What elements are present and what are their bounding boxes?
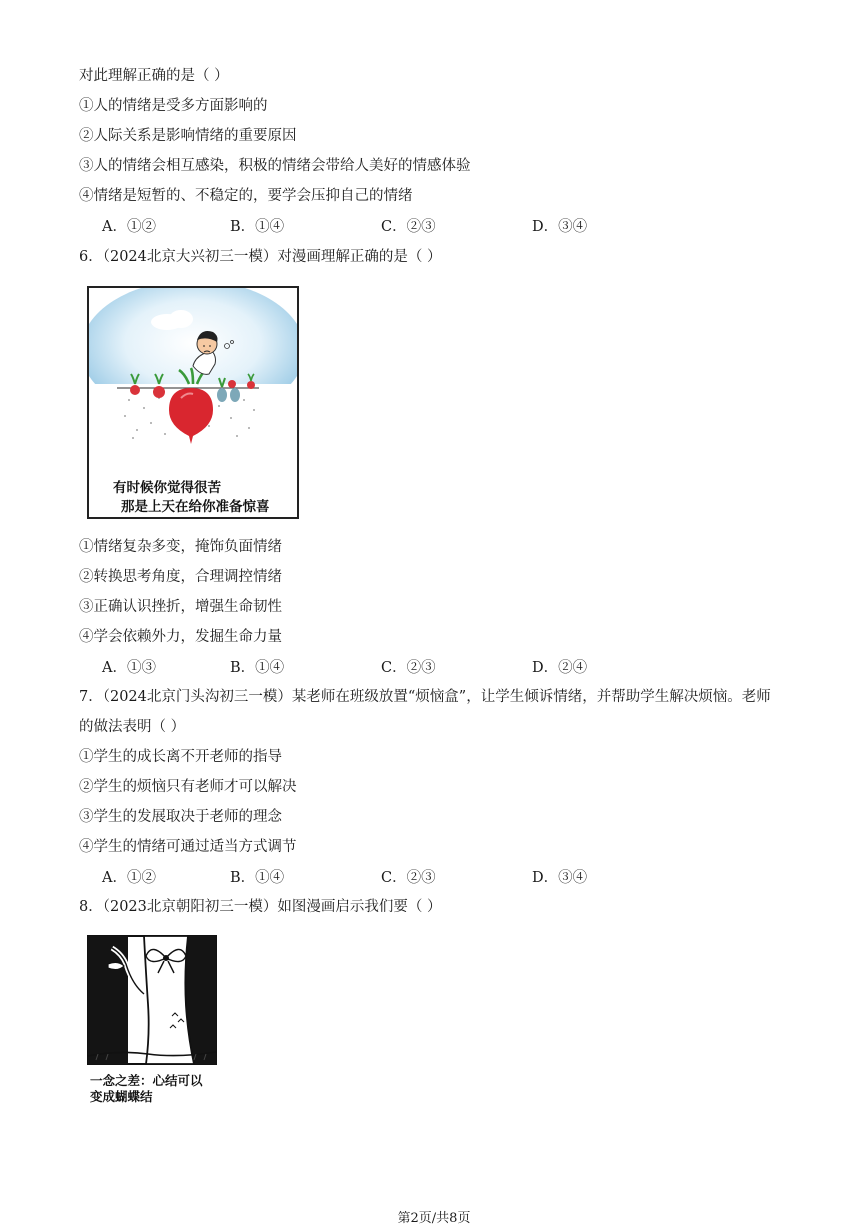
- q6-stem: 6．（2024北京大兴初三一模）对漫画理解正确的是（ ）: [79, 249, 442, 265]
- q6-item-3: ③正确认识挫折，增强生命韧性: [79, 599, 282, 615]
- q7-item-4: ④学生的情绪可通过适当方式调节: [79, 839, 297, 855]
- q6-cartoon-illustration: [89, 288, 297, 458]
- q6-option-a: A．①③: [102, 660, 156, 676]
- q7-option-d: D．③④: [532, 870, 588, 886]
- q8-cartoon: [86, 934, 218, 1106]
- q7-stem-line1: 7．（2024北京门头沟初三一模）某老师在班级放置“烦恼盒”，让学生倾诉情绪，并帮助学生解决烦恼。老师: [79, 689, 771, 705]
- q6-cartoon-caption-line1: 有时候你觉得很苦: [113, 480, 221, 496]
- q7-stem-line2: 的做法表明（ ）: [79, 719, 186, 735]
- q5-item-2: ②人际关系是影响情绪的重要原因: [79, 128, 297, 144]
- q7-item-2: ②学生的烦恼只有老师才可以解决: [79, 779, 297, 795]
- q8-stem: 8．（2023北京朝阳初三一模）如图漫画启示我们要（ ）: [79, 899, 442, 915]
- q6-option-c: C．②③: [381, 660, 436, 676]
- q8-cartoon-caption-line1: 一念之差：心结可以: [90, 1073, 203, 1088]
- q8-cartoon-caption-line2: 变成蝴蝶结: [90, 1089, 153, 1104]
- page-footer: 第2页/共8页: [397, 1211, 471, 1226]
- q8-cartoon-illustration: [86, 934, 218, 1068]
- q6-cartoon: [87, 286, 299, 519]
- q7-option-b: B．①④: [230, 870, 285, 886]
- q5-option-c: C．②③: [381, 219, 436, 235]
- q7-item-3: ③学生的发展取决于老师的理念: [79, 809, 282, 825]
- q5-item-4: ④情绪是短暂的、不稳定的，要学会压抑自己的情绪: [79, 188, 413, 204]
- q5-item-1: ①人的情绪是受多方面影响的: [79, 98, 268, 114]
- q5-option-b: B．①④: [230, 219, 285, 235]
- q5-option-d: D．③④: [532, 219, 588, 235]
- q6-item-4: ④学会依赖外力，发掘生命力量: [79, 629, 282, 645]
- q6-cartoon-caption-line2: 那是上天在给你准备惊喜: [121, 499, 270, 515]
- q6-item-2: ②转换思考角度，合理调控情绪: [79, 569, 282, 585]
- q7-option-a: A．①②: [102, 870, 156, 886]
- q7-item-1: ①学生的成长离不开老师的指导: [79, 749, 282, 765]
- q6-option-d: D．②④: [532, 660, 588, 676]
- q7-option-c: C．②③: [381, 870, 436, 886]
- q6-item-1: ①情绪复杂多变，掩饰负面情绪: [79, 539, 282, 555]
- q5-option-a: A．①②: [102, 219, 156, 235]
- q6-option-b: B．①④: [230, 660, 285, 676]
- q5-stem-tail: 对此理解正确的是（ ）: [79, 68, 229, 84]
- q5-item-3: ③人的情绪会相互感染，积极的情绪会带给人美好的情感体验: [79, 158, 471, 174]
